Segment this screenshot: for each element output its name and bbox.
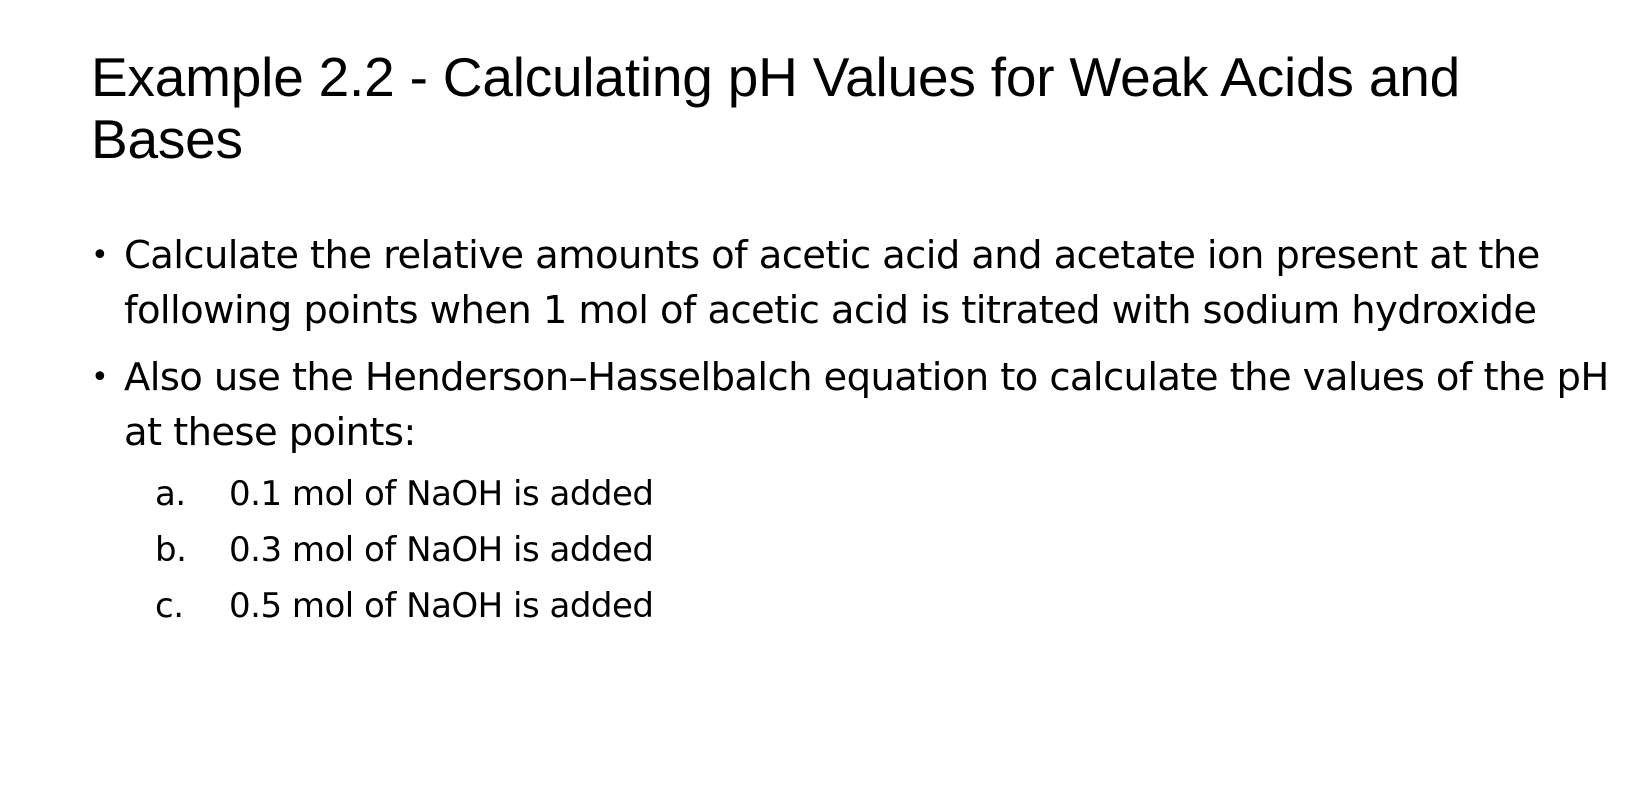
bullet-item <box>91 228 1611 338</box>
slide-body <box>91 228 1611 634</box>
sub-item-letter: c. <box>155 586 184 626</box>
bullet-item <box>91 350 1611 460</box>
bullet-text: Calculate the relative amounts of acetic acid and acetate ion present at the following points when 1 mol of acetic acid is titrated with sodium hydroxide <box>124 233 1540 333</box>
slide-title: Example 2.2 - Calculating pH Values for Weak Acids and Bases <box>91 46 1460 170</box>
sublist <box>91 466 1611 634</box>
sub-item-text: 0.3 mol of NaOH is added <box>229 530 654 570</box>
sub-item-letter: a. <box>155 474 186 514</box>
sub-item-b <box>91 522 1611 578</box>
bullet-dot-icon: • <box>91 360 109 395</box>
sub-item-text: 0.1 mol of NaOH is added <box>229 474 654 514</box>
sub-item-letter: b. <box>155 530 187 570</box>
sub-item-text: 0.5 mol of NaOH is added <box>229 586 654 626</box>
sub-item-c <box>91 578 1611 634</box>
sub-item-a <box>91 466 1611 522</box>
bullet-dot-icon: • <box>91 238 109 273</box>
bullet-text: Also use the Henderson–Hasselbalch equation to calculate the values of the pH at these points: <box>124 355 1609 455</box>
